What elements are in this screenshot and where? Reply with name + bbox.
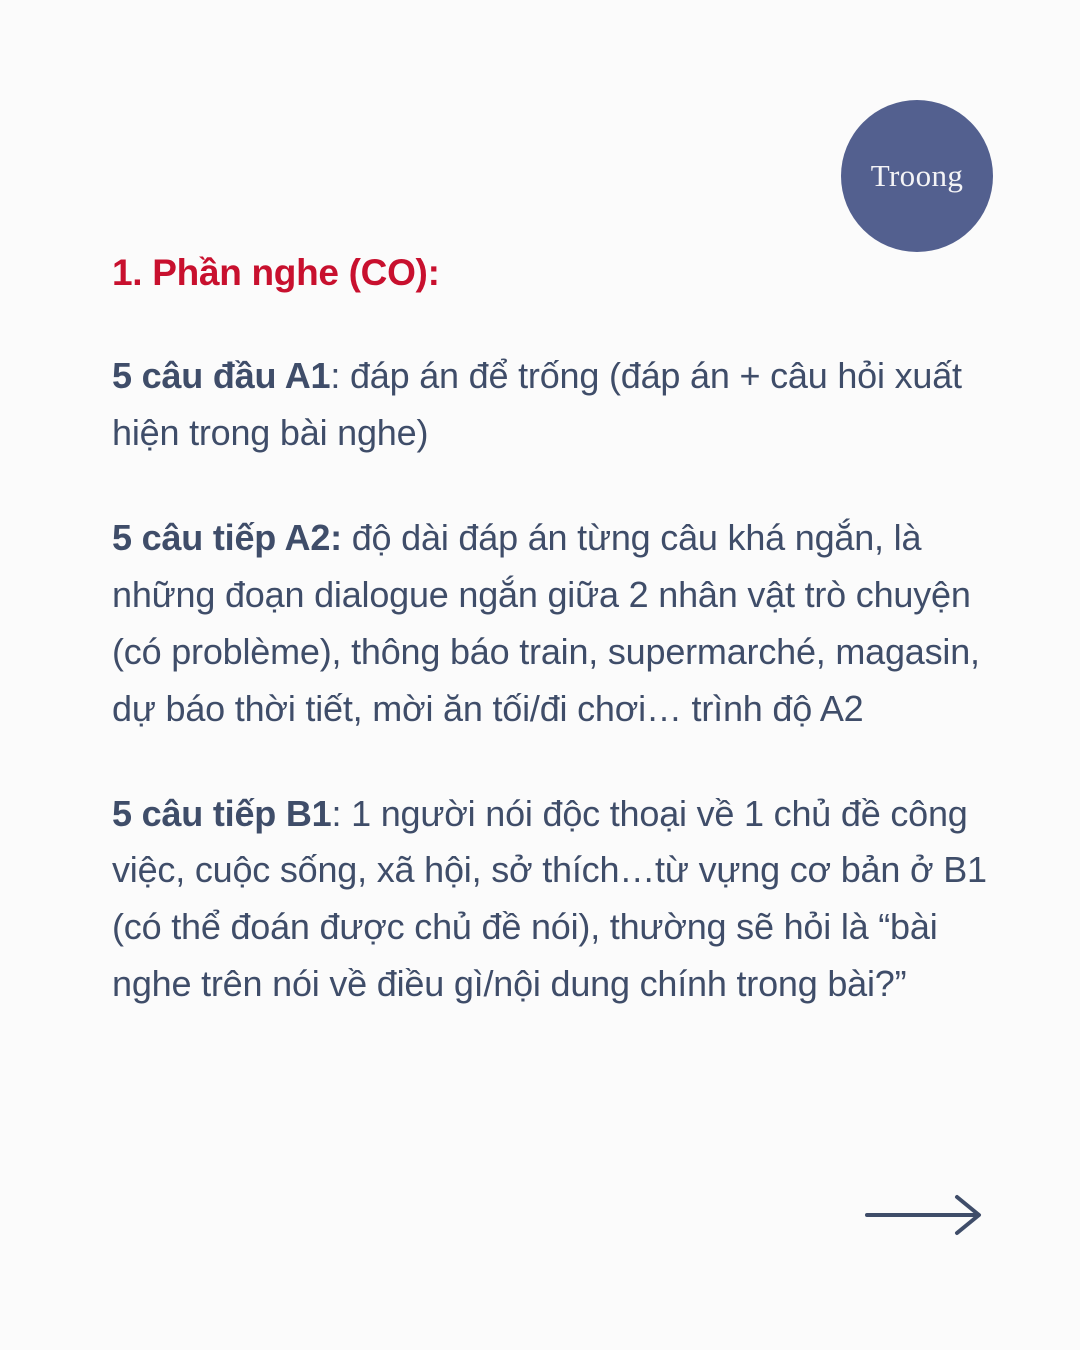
paragraph-a1-lead: 5 câu đầu A1 — [112, 355, 331, 397]
paragraph-a2 — [112, 510, 992, 738]
author-badge-label: Troong — [870, 158, 964, 193]
paragraph-a1-text: : đáp án để trống (đáp án + câu hỏi xuất hiện trong bài nghe) — [112, 355, 962, 454]
paragraph-b1-text: : 1 người nói độc thoại về 1 chủ đề công việc, cuộc sống, xã hội, sở thích…từ vựng cơ bản ở B1 (có thể đoán được chủ đề nói), thường sẽ hỏi là “bài nghe trên nói về điều gì/nội dung chính trong bài?” — [112, 792, 987, 1005]
paragraph-a2-text: độ dài đáp án từng câu khá ngắn, là những đoạn dialogue ngắn giữa 2 nhân vật trò chuyện (có problème), thông báo train, supermarché, magasin, dự báo thời tiết, mời ăn tối/đi chơi… trình độ A2 — [112, 517, 980, 729]
paragraph-a2-lead: 5 câu tiếp A2: — [112, 517, 342, 558]
paragraph-b1-lead: 5 câu tiếp B1 — [112, 792, 332, 834]
paragraph-a1 — [112, 348, 992, 462]
arrow-right-icon[interactable] — [865, 1192, 985, 1238]
content-body — [112, 250, 992, 1013]
page-title: 1. Phần nghe (CO): — [112, 252, 440, 293]
author-badge — [841, 100, 993, 252]
paragraph-b1 — [112, 786, 992, 1014]
